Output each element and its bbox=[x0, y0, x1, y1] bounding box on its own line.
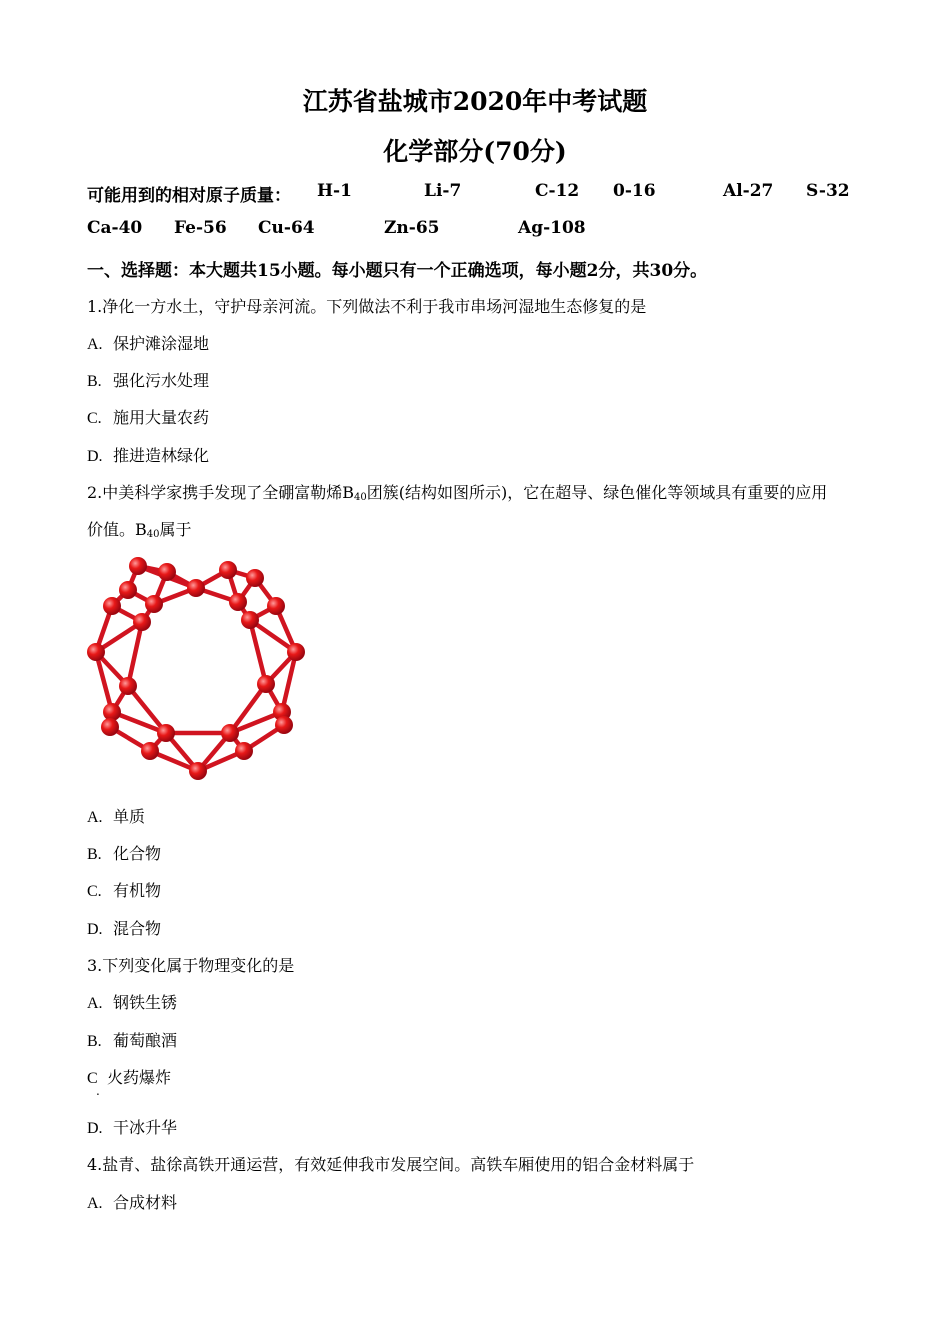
boron-atom bbox=[157, 724, 175, 742]
boron-atom bbox=[246, 569, 264, 587]
boron-atom bbox=[187, 579, 205, 597]
question-3-option-a[interactable]: A. 钢铁生锈 bbox=[87, 993, 178, 1012]
question-3-stem: 3.下列变化属于物理变化的是 bbox=[87, 956, 295, 975]
boron-atom bbox=[267, 597, 285, 615]
question-1-option-c[interactable]: C. 施用大量农药 bbox=[87, 408, 210, 427]
section-heading: 一、选择题：本大题共15小题。每小题只有一个正确选项，每小题2分，共30分。 bbox=[87, 261, 708, 281]
question-1-option-d[interactable]: D. 推进造林绿化 bbox=[87, 446, 210, 465]
boron-atom bbox=[219, 561, 237, 579]
boron-atom bbox=[287, 643, 305, 661]
question-3-option-c[interactable]: C 火药爆炸 bbox=[87, 1068, 172, 1087]
question-2-option-c[interactable]: C. 有机物 bbox=[87, 881, 162, 900]
boron-atom bbox=[189, 762, 207, 780]
question-1-stem: 1.净化一方水土，守护母亲河流。下列做法不利于我市串场河湿地生态修复的是 bbox=[87, 297, 647, 316]
boron-atom bbox=[235, 742, 253, 760]
boron-atom bbox=[87, 643, 105, 661]
boron-atom bbox=[229, 593, 247, 611]
question-2-option-a[interactable]: A. 单质 bbox=[87, 807, 146, 826]
atomic-mass-label: 可能用到的相对原子质量： bbox=[87, 186, 291, 206]
atomic-mass-s: S-32 bbox=[806, 181, 850, 201]
question-3-option-d[interactable]: D. 干冰升华 bbox=[87, 1118, 178, 1137]
atomic-mass-li: Li-7 bbox=[424, 181, 462, 201]
question-3-option-b[interactable]: B. 葡萄酿酒 bbox=[87, 1031, 178, 1050]
stray-dot: . bbox=[96, 1084, 100, 1098]
question-1-option-a[interactable]: A. 保护滩涂湿地 bbox=[87, 334, 210, 353]
atomic-mass-zn: Zn-65 bbox=[384, 218, 440, 238]
atomic-mass-ag: Ag-108 bbox=[518, 218, 586, 238]
page-title: 江苏省盐城市2020年中考试题 bbox=[302, 87, 648, 116]
atomic-mass-o: 0-16 bbox=[613, 181, 656, 201]
boron-atom bbox=[275, 716, 293, 734]
atomic-mass-c: C-12 bbox=[535, 181, 580, 201]
question-2-option-d[interactable]: D. 混合物 bbox=[87, 919, 162, 938]
boron-atom bbox=[158, 563, 176, 581]
question-2-option-b[interactable]: B. 化合物 bbox=[87, 844, 162, 863]
boron-atom bbox=[129, 557, 147, 575]
atomic-mass-ca: Ca-40 bbox=[87, 218, 143, 238]
b40-cluster-figure bbox=[84, 552, 310, 786]
boron-atom bbox=[119, 581, 137, 599]
atomic-mass-fe: Fe-56 bbox=[174, 218, 227, 238]
page-subtitle: 化学部分(70分) bbox=[383, 137, 567, 166]
question-4-stem: 4.盐青、盐徐高铁开通运营，有效延伸我市发展空间。高铁车厢使用的铝合金材料属于 bbox=[87, 1155, 695, 1174]
question-1-option-b[interactable]: B. 强化污水处理 bbox=[87, 371, 210, 390]
boron-atom bbox=[221, 724, 239, 742]
boron-atom bbox=[241, 611, 259, 629]
atomic-mass-al: Al-27 bbox=[723, 181, 774, 201]
boron-atom bbox=[133, 613, 151, 631]
boron-atom bbox=[101, 718, 119, 736]
boron-atom bbox=[103, 597, 121, 615]
question-2-stem: 2.中美科学家携手发现了全硼富勒烯$B_{40}$团簇(结构如图所示)，它在超导、绿色催化等领域具有重要的应用 bbox=[87, 483, 828, 503]
boron-atom bbox=[257, 675, 275, 693]
question-2-stem-line2: 价值。$B_{40}$属于 bbox=[87, 520, 192, 540]
atomic-mass-cu: Cu-64 bbox=[258, 218, 315, 238]
boron-atom bbox=[141, 742, 159, 760]
boron-atom bbox=[119, 677, 137, 695]
atomic-mass-h: H-1 bbox=[317, 181, 352, 201]
boron-atom bbox=[145, 595, 163, 613]
atom-spheres bbox=[87, 557, 305, 780]
question-4-option-a[interactable]: A. 合成材料 bbox=[87, 1193, 178, 1212]
